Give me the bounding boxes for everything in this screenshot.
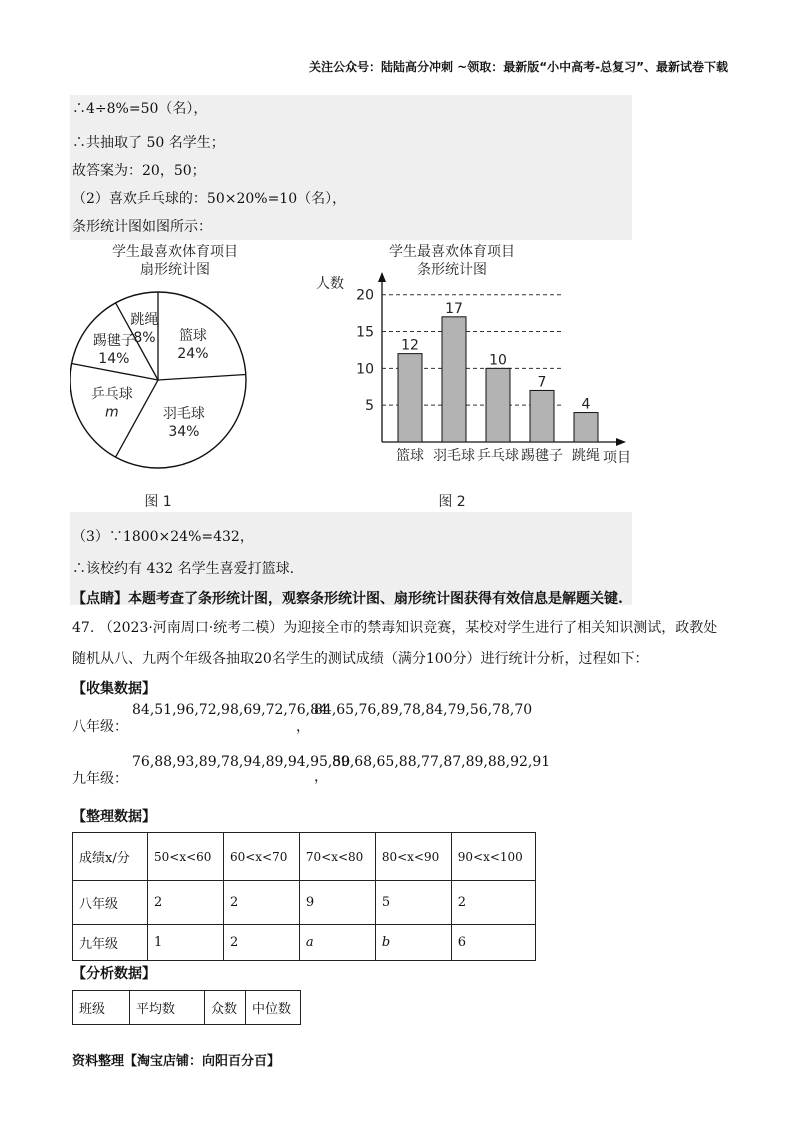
table-cell: 2 (451, 881, 535, 925)
pie-slice-percent: 14% (98, 350, 130, 367)
table-header-cell: 90<x<100 (451, 833, 535, 881)
grade9-comma: ， (314, 769, 328, 785)
solution-line-7: ∴该校约有 432 名学生喜爱打篮球. (72, 561, 295, 577)
table-header-cell: 70<x<80 (299, 833, 375, 881)
y-tick-label: 10 (356, 361, 374, 378)
pie-slice-label: 羽毛球 (162, 405, 205, 422)
problem-text-2: 随机从八、九两个年级各抽取20名学生的测试成绩（满分100分）进行统计分析，过程如下： (72, 651, 649, 667)
table-header-cell: 众数 (205, 991, 246, 1025)
problem-text-1: （2023·河南周口·统考二模）为迎接全市的禁毒知识竞赛，某校对学生进行了相关知识测试，政教处 (98, 620, 718, 636)
table-header-cell: 成绩x/分 (73, 833, 148, 881)
bar-chart (292, 240, 632, 512)
page-footer: 资料整理【淘宝店铺：向阳百分百】 (72, 1054, 281, 1069)
table-header-cell: 班级 (73, 991, 130, 1025)
grade8-comma: ， (296, 719, 310, 735)
grade8-data-a: 84,51,96,72,98,69,72,76,84 (132, 702, 328, 718)
table-cell: 9 (299, 881, 375, 925)
pie-slice-percent: 8% (133, 330, 156, 347)
bar (574, 413, 598, 442)
table-cell: a (299, 925, 375, 961)
analysis-table-header (73, 991, 301, 1025)
analyze-title: 【分析数据】 (72, 966, 156, 982)
bar-value-label: 7 (537, 374, 547, 391)
solution-line-1: ∴4÷8%=50（名）， (72, 101, 208, 117)
bar-value-label: 17 (445, 300, 463, 317)
solution-line-2: ∴共抽取了 50 名学生； (72, 135, 225, 151)
grade8-label: 八年级： (72, 719, 128, 735)
bar-subtitle: 条形统计图 (417, 262, 487, 278)
pie-slice-label: 篮球 (178, 327, 207, 344)
table-cell: 5 (375, 881, 451, 925)
table-cell: 2 (148, 881, 224, 925)
bar-title: 学生最喜欢体育项目 (389, 244, 515, 260)
table-header-cell: 80<x<90 (375, 833, 451, 881)
bar-value-label: 12 (401, 337, 419, 354)
y-tick-label: 15 (356, 324, 374, 341)
bar-value-label: 10 (489, 352, 507, 369)
analysis-table (72, 990, 301, 1025)
problem-line-1 (72, 617, 717, 637)
x-axis-label: 项目 (603, 450, 631, 466)
bar-caption: 图 2 (438, 494, 466, 510)
y-axis-arrow (378, 272, 386, 282)
table-cell: 1 (148, 925, 224, 961)
pie-slice-label: 跳绳 (130, 312, 159, 329)
table-cell: b (375, 925, 451, 961)
x-axis-arrow (616, 438, 626, 446)
bar (486, 368, 510, 442)
table-header-cell: 60<x<70 (223, 833, 299, 881)
pie-caption: 图 1 (144, 494, 172, 510)
pie-slice-percent: m (104, 404, 119, 421)
pie-chart (70, 240, 300, 512)
y-tick-label: 5 (365, 398, 374, 415)
x-tick-label: 羽毛球 (433, 448, 475, 464)
table-cell: 2 (223, 925, 299, 961)
organize-title: 【整理数据】 (72, 809, 156, 825)
solution-tip: 【点睛】本题考查了条形统计图，观察条形统计图、扇形统计图获得有效信息是解题关键. (72, 591, 623, 607)
pie-slice-percent: 34% (168, 423, 200, 440)
solution-line-6: （3）∵1800×24%=432， (72, 529, 254, 545)
table-cell: 2 (223, 881, 299, 925)
page-header: 关注公众号：陆陆高分冲刺 ~领取：最新版“小中高考-总复习”、最新试卷下载 (309, 60, 728, 74)
bar (442, 317, 466, 442)
table-cell: 6 (451, 925, 535, 961)
score-table-header (73, 833, 536, 881)
score-table (72, 832, 536, 961)
problem-number: 47. (72, 620, 95, 636)
solution-line-5: 条形统计图如图所示： (72, 219, 212, 235)
bar (530, 390, 554, 442)
table-cell: 九年级 (73, 925, 148, 961)
grade8-data-b: 84,65,76,89,78,84,79,56,78,70 (314, 702, 533, 718)
bar (398, 354, 422, 442)
table-header-cell: 平均数 (130, 991, 205, 1025)
pie-title-1: 学生最喜欢体育项目 (112, 244, 238, 260)
grade9-data-b: 89,68,65,88,77,87,89,88,92,91 (332, 754, 551, 770)
pie-slice-label: 踢毽子 (92, 332, 135, 349)
x-tick-label: 篮球 (396, 448, 424, 464)
collect-title: 【收集数据】 (72, 681, 156, 697)
table-header-cell: 50<x<60 (148, 833, 224, 881)
grade9-data-a: 76,88,93,89,78,94,89,94,95,50 (132, 754, 351, 770)
x-tick-label: 乒乓球 (477, 448, 519, 464)
grade9-label: 九年级： (72, 771, 128, 787)
pie-title-2: 扇形统计图 (140, 262, 210, 278)
table-header-cell: 中位数 (246, 991, 301, 1025)
table-row (73, 925, 536, 961)
solution-line-4: （2）喜欢乒乓球的：50×20%=10（名）， (72, 191, 347, 207)
table-row (73, 881, 536, 925)
solution-line-3: 故答案为：20，50； (72, 163, 206, 179)
bar-value-label: 4 (581, 396, 591, 413)
figure-area (70, 240, 632, 512)
y-tick-label: 20 (356, 287, 374, 304)
y-axis-label: 人数 (316, 276, 344, 292)
x-tick-label: 跳绳 (572, 448, 600, 464)
table-cell: 八年级 (73, 881, 148, 925)
pie-slice-percent: 24% (177, 345, 209, 362)
pie-slice-label: 乒乓球 (90, 386, 133, 403)
x-tick-label: 踢毽子 (521, 448, 563, 464)
